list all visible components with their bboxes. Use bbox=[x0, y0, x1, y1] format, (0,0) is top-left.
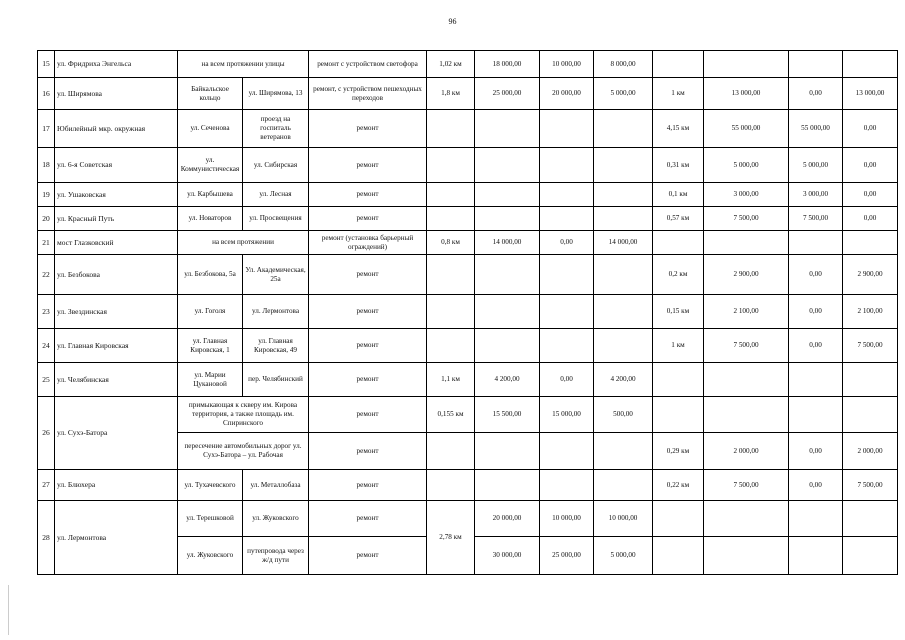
local-cost-2: 0,00 bbox=[843, 148, 898, 183]
section-from: ул. Сеченова bbox=[178, 110, 243, 148]
row-number: 28 bbox=[38, 501, 55, 575]
local-cost: 4 200,00 bbox=[594, 363, 653, 397]
table-row bbox=[38, 110, 898, 148]
federal-cost-2: 0,00 bbox=[789, 255, 843, 295]
section-to: путепровода через ж/д пути bbox=[243, 537, 309, 575]
federal-cost-2 bbox=[789, 501, 843, 537]
section-to: пер. Челябинский bbox=[243, 363, 309, 397]
federal-cost-2 bbox=[789, 363, 843, 397]
total-cost-2 bbox=[704, 501, 789, 537]
work-type: ремонт с устройством светофора bbox=[309, 51, 427, 78]
work-type: ремонт bbox=[309, 537, 427, 575]
table-row bbox=[38, 329, 898, 363]
row-number: 21 bbox=[38, 231, 55, 255]
section-to: ул. Лермонтова bbox=[243, 295, 309, 329]
section-to: Ул. Академическая, 25а bbox=[243, 255, 309, 295]
work-type: ремонт bbox=[309, 255, 427, 295]
work-type: ремонт, с устройством пешеходных переходов bbox=[309, 78, 427, 110]
work-type: ремонт bbox=[309, 433, 427, 470]
row-number: 26 bbox=[38, 397, 55, 470]
length: 1,02 км bbox=[427, 51, 475, 78]
row-number: 15 bbox=[38, 51, 55, 78]
total-cost-2: 2 100,00 bbox=[704, 295, 789, 329]
length-2: 4,15 км bbox=[653, 110, 704, 148]
local-cost-2: 2 000,00 bbox=[843, 433, 898, 470]
section-to: ул. Главная Кировская, 49 bbox=[243, 329, 309, 363]
length bbox=[427, 295, 475, 329]
total-cost bbox=[475, 110, 540, 148]
length-2: 1 км bbox=[653, 78, 704, 110]
scan-edge-mark bbox=[8, 585, 9, 635]
total-cost-2: 7 500,00 bbox=[704, 207, 789, 231]
length-2 bbox=[653, 537, 704, 575]
street-name: Юбилейный мкр. окружная bbox=[55, 110, 178, 148]
local-cost-2: 0,00 bbox=[843, 207, 898, 231]
total-cost-2: 7 500,00 bbox=[704, 329, 789, 363]
local-cost-2: 0,00 bbox=[843, 110, 898, 148]
section-span: на всем протяжении bbox=[178, 231, 309, 255]
federal-cost: 15 000,00 bbox=[540, 397, 594, 433]
local-cost-2 bbox=[843, 51, 898, 78]
row-number: 16 bbox=[38, 78, 55, 110]
local-cost-2 bbox=[843, 537, 898, 575]
section-to: ул. Сибирская bbox=[243, 148, 309, 183]
total-cost bbox=[475, 207, 540, 231]
work-type: ремонт bbox=[309, 110, 427, 148]
section-from: ул. Марии Цукановой bbox=[178, 363, 243, 397]
total-cost-2: 5 000,00 bbox=[704, 148, 789, 183]
local-cost-2: 2 900,00 bbox=[843, 255, 898, 295]
work-type: ремонт bbox=[309, 501, 427, 537]
length: 1,1 км bbox=[427, 363, 475, 397]
total-cost bbox=[475, 295, 540, 329]
length-2: 1 км bbox=[653, 329, 704, 363]
section-from: ул. Гоголя bbox=[178, 295, 243, 329]
length bbox=[427, 433, 475, 470]
local-cost bbox=[594, 183, 653, 207]
row-number: 19 bbox=[38, 183, 55, 207]
local-cost bbox=[594, 470, 653, 501]
section-span: примыкающая к скверу им. Кирова территория, а также площадь им. Спиринского bbox=[178, 397, 309, 433]
section-to: проезд на госпиталь ветеранов bbox=[243, 110, 309, 148]
length: 0,8 км bbox=[427, 231, 475, 255]
length bbox=[427, 470, 475, 501]
table-row bbox=[38, 397, 898, 433]
local-cost-2: 13 000,00 bbox=[843, 78, 898, 110]
federal-cost-2: 7 500,00 bbox=[789, 207, 843, 231]
local-cost: 5 000,00 bbox=[594, 78, 653, 110]
table-row bbox=[38, 501, 898, 537]
work-type: ремонт bbox=[309, 329, 427, 363]
local-cost bbox=[594, 255, 653, 295]
street-name: ул. Звездинская bbox=[55, 295, 178, 329]
row-number: 23 bbox=[38, 295, 55, 329]
length-2: 0,31 км bbox=[653, 148, 704, 183]
federal-cost-2: 0,00 bbox=[789, 295, 843, 329]
federal-cost-2: 5 000,00 bbox=[789, 148, 843, 183]
total-cost bbox=[475, 329, 540, 363]
local-cost-2: 0,00 bbox=[843, 183, 898, 207]
section-from: ул. Карбышева bbox=[178, 183, 243, 207]
length bbox=[427, 183, 475, 207]
table-row bbox=[38, 78, 898, 110]
federal-cost: 0,00 bbox=[540, 363, 594, 397]
section-from: ул. Главная Кировская, 1 bbox=[178, 329, 243, 363]
section-from: Байкальское кольцо bbox=[178, 78, 243, 110]
federal-cost-2: 0,00 bbox=[789, 433, 843, 470]
local-cost: 500,00 bbox=[594, 397, 653, 433]
section-from: ул. Тухачевского bbox=[178, 470, 243, 501]
local-cost: 8 000,00 bbox=[594, 51, 653, 78]
local-cost-2 bbox=[843, 397, 898, 433]
street-name: ул. Красный Путь bbox=[55, 207, 178, 231]
length: 2,78 км bbox=[427, 501, 475, 575]
total-cost-2: 55 000,00 bbox=[704, 110, 789, 148]
length bbox=[427, 329, 475, 363]
length-2 bbox=[653, 501, 704, 537]
local-cost-2 bbox=[843, 501, 898, 537]
total-cost: 25 000,00 bbox=[475, 78, 540, 110]
total-cost bbox=[475, 433, 540, 470]
federal-cost-2 bbox=[789, 537, 843, 575]
length-2: 0,29 км bbox=[653, 433, 704, 470]
local-cost bbox=[594, 329, 653, 363]
total-cost: 20 000,00 bbox=[475, 501, 540, 537]
federal-cost bbox=[540, 433, 594, 470]
total-cost-2 bbox=[704, 363, 789, 397]
table-row bbox=[38, 295, 898, 329]
federal-cost bbox=[540, 255, 594, 295]
total-cost-2: 7 500,00 bbox=[704, 470, 789, 501]
local-cost: 14 000,00 bbox=[594, 231, 653, 255]
section-from: ул. Новаторов bbox=[178, 207, 243, 231]
table-row bbox=[38, 255, 898, 295]
federal-cost: 20 000,00 bbox=[540, 78, 594, 110]
total-cost: 18 000,00 bbox=[475, 51, 540, 78]
local-cost-2 bbox=[843, 231, 898, 255]
total-cost-2 bbox=[704, 397, 789, 433]
section-span: на всем протяжении улицы bbox=[178, 51, 309, 78]
section-to: ул. Жуковского bbox=[243, 501, 309, 537]
total-cost bbox=[475, 255, 540, 295]
federal-cost-2: 0,00 bbox=[789, 470, 843, 501]
section-to: ул. Ширямова, 13 bbox=[243, 78, 309, 110]
street-name: ул. Лермонтова bbox=[55, 501, 178, 575]
federal-cost bbox=[540, 470, 594, 501]
federal-cost bbox=[540, 110, 594, 148]
table-row bbox=[38, 470, 898, 501]
work-type: ремонт bbox=[309, 183, 427, 207]
table-row bbox=[38, 51, 898, 78]
federal-cost bbox=[540, 295, 594, 329]
table-row bbox=[38, 363, 898, 397]
length-2: 0,22 км bbox=[653, 470, 704, 501]
federal-cost-2: 0,00 bbox=[789, 329, 843, 363]
row-number: 24 bbox=[38, 329, 55, 363]
local-cost bbox=[594, 110, 653, 148]
work-type: ремонт bbox=[309, 148, 427, 183]
work-type: ремонт bbox=[309, 470, 427, 501]
row-number: 18 bbox=[38, 148, 55, 183]
work-type: ремонт (установка барьерный ограждений) bbox=[309, 231, 427, 255]
street-name: ул. 6-я Советская bbox=[55, 148, 178, 183]
length-2: 0,15 км bbox=[653, 295, 704, 329]
federal-cost bbox=[540, 148, 594, 183]
row-number: 17 bbox=[38, 110, 55, 148]
section-from: ул. Жуковского bbox=[178, 537, 243, 575]
length-2: 0,1 км bbox=[653, 183, 704, 207]
work-type: ремонт bbox=[309, 363, 427, 397]
length-2 bbox=[653, 397, 704, 433]
row-number: 20 bbox=[38, 207, 55, 231]
length-2 bbox=[653, 231, 704, 255]
street-name: ул. Сухэ-Батора bbox=[55, 397, 178, 470]
table-row bbox=[38, 148, 898, 183]
local-cost bbox=[594, 295, 653, 329]
section-to: ул. Лесная bbox=[243, 183, 309, 207]
federal-cost-2 bbox=[789, 231, 843, 255]
federal-cost-2 bbox=[789, 51, 843, 78]
total-cost-2: 2 900,00 bbox=[704, 255, 789, 295]
street-name: ул. Блюхера bbox=[55, 470, 178, 501]
local-cost bbox=[594, 148, 653, 183]
length-2: 0,57 км bbox=[653, 207, 704, 231]
local-cost-2: 7 500,00 bbox=[843, 470, 898, 501]
road-repair-table bbox=[37, 50, 898, 575]
section-from: ул. Коммунистическая bbox=[178, 148, 243, 183]
section-from: ул. Безбокова, 5а bbox=[178, 255, 243, 295]
length bbox=[427, 148, 475, 183]
work-type: ремонт bbox=[309, 295, 427, 329]
length-2 bbox=[653, 363, 704, 397]
length: 1,8 км bbox=[427, 78, 475, 110]
street-name: ул. Ширямова bbox=[55, 78, 178, 110]
street-name: мост Глазковский bbox=[55, 231, 178, 255]
length bbox=[427, 207, 475, 231]
total-cost-2 bbox=[704, 51, 789, 78]
local-cost bbox=[594, 207, 653, 231]
local-cost-2: 7 500,00 bbox=[843, 329, 898, 363]
local-cost: 5 000,00 bbox=[594, 537, 653, 575]
section-to: ул. Металлобаза bbox=[243, 470, 309, 501]
federal-cost: 10 000,00 bbox=[540, 501, 594, 537]
total-cost-2: 2 000,00 bbox=[704, 433, 789, 470]
local-cost bbox=[594, 433, 653, 470]
total-cost-2 bbox=[704, 537, 789, 575]
work-type: ремонт bbox=[309, 207, 427, 231]
street-name: ул. Челябинская bbox=[55, 363, 178, 397]
total-cost bbox=[475, 183, 540, 207]
total-cost: 4 200,00 bbox=[475, 363, 540, 397]
federal-cost-2 bbox=[789, 397, 843, 433]
row-number: 27 bbox=[38, 470, 55, 501]
street-name: ул. Главная Кировская bbox=[55, 329, 178, 363]
row-number: 22 bbox=[38, 255, 55, 295]
total-cost: 15 500,00 bbox=[475, 397, 540, 433]
table-row bbox=[38, 231, 898, 255]
local-cost-2: 2 100,00 bbox=[843, 295, 898, 329]
federal-cost bbox=[540, 329, 594, 363]
federal-cost-2: 0,00 bbox=[789, 78, 843, 110]
work-type: ремонт bbox=[309, 397, 427, 433]
total-cost: 14 000,00 bbox=[475, 231, 540, 255]
length-2: 0,2 км bbox=[653, 255, 704, 295]
total-cost-2: 3 000,00 bbox=[704, 183, 789, 207]
table-row bbox=[38, 183, 898, 207]
total-cost bbox=[475, 148, 540, 183]
local-cost: 10 000,00 bbox=[594, 501, 653, 537]
total-cost: 30 000,00 bbox=[475, 537, 540, 575]
street-name: ул. Ушаковская bbox=[55, 183, 178, 207]
total-cost-2 bbox=[704, 231, 789, 255]
length: 0,155 км bbox=[427, 397, 475, 433]
federal-cost: 25 000,00 bbox=[540, 537, 594, 575]
federal-cost-2: 3 000,00 bbox=[789, 183, 843, 207]
federal-cost: 10 000,00 bbox=[540, 51, 594, 78]
total-cost bbox=[475, 470, 540, 501]
length-2 bbox=[653, 51, 704, 78]
section-to: ул. Просвещения bbox=[243, 207, 309, 231]
federal-cost: 0,00 bbox=[540, 231, 594, 255]
page-number: 96 bbox=[448, 17, 457, 26]
section-span: пересечение автомобильных дорог ул. Сухэ-Батора – ул. Рабочая bbox=[178, 433, 309, 470]
total-cost-2: 13 000,00 bbox=[704, 78, 789, 110]
row-number: 25 bbox=[38, 363, 55, 397]
street-name: ул. Безбокова bbox=[55, 255, 178, 295]
federal-cost bbox=[540, 207, 594, 231]
length bbox=[427, 110, 475, 148]
federal-cost-2: 55 000,00 bbox=[789, 110, 843, 148]
table-row bbox=[38, 207, 898, 231]
street-name: ул. Фридриха Энгельса bbox=[55, 51, 178, 78]
federal-cost bbox=[540, 183, 594, 207]
length bbox=[427, 255, 475, 295]
section-from: ул. Терешковой bbox=[178, 501, 243, 537]
local-cost-2 bbox=[843, 363, 898, 397]
